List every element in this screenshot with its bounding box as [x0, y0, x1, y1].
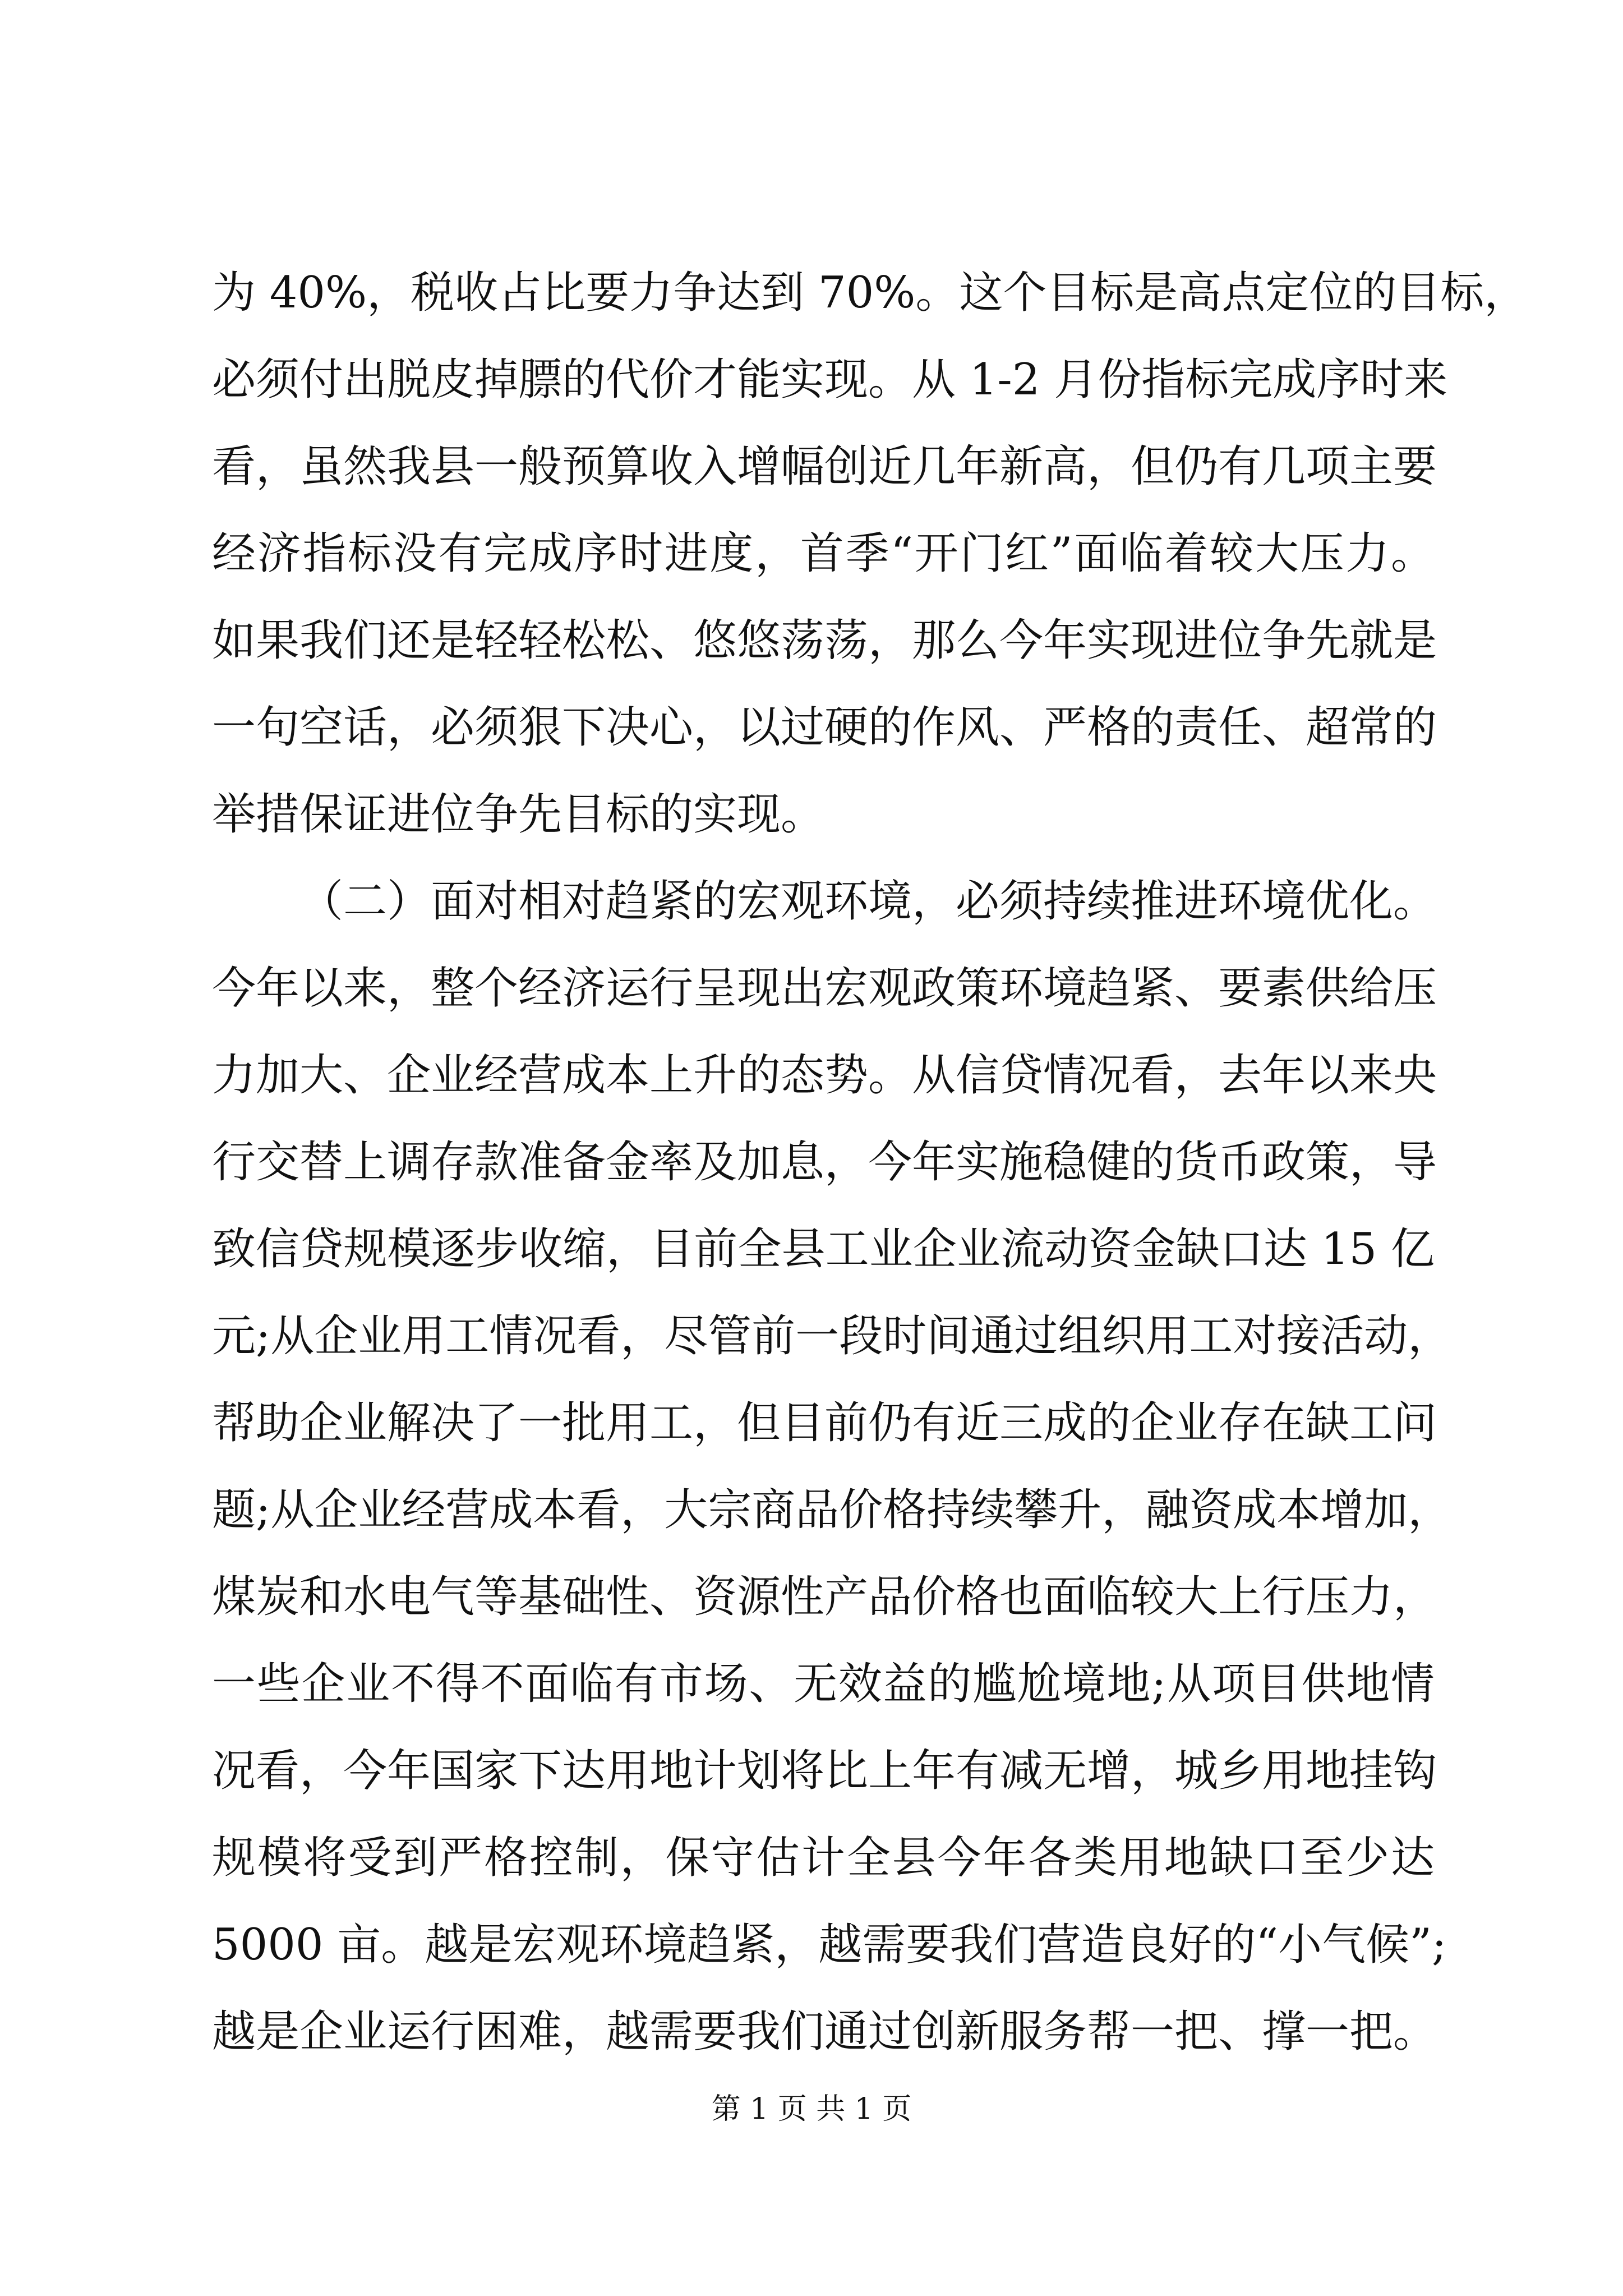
text-line: 如果我们还是轻轻松松、悠悠荡荡，那么今年实现进位争先就是 — [212, 615, 1437, 666]
text-line: 题;从企业经营成本看，大宗商品价格持续攀升，融资成本增加， — [212, 1485, 1452, 1535]
text-line: 为 40%，税收占比要力争达到 70%。这个目标是高点定位的目标， — [212, 268, 1528, 318]
text-line: 经济指标没有完成序时进度，首季“开门红”面临着较大压力。 — [212, 528, 1435, 579]
body-text — [212, 250, 1528, 2076]
page-footer: 第 1 页 共 1 页 — [711, 2092, 912, 2126]
text-line: 越是企业运行困难，越需要我们通过创新服务帮一把、撑一把。 — [212, 2007, 1437, 2057]
text-line: 今年以来，整个经济运行呈现出宏观政策环境趋紧、要素供给压 — [212, 963, 1437, 1014]
text-line: 元;从企业用工情况看，尽管前一段时间通过组织用工对接活动， — [212, 1311, 1452, 1361]
text-line: 一句空话，必须狠下决心，以过硬的作风、严格的责任、超常的 — [212, 702, 1437, 753]
text-line: 行交替上调存款准备金率及加息，今年实施稳健的货币政策，导 — [212, 1137, 1437, 1188]
text-line: 规模将受到严格控制，保守估计全县今年各类用地缺口至少达 — [212, 1833, 1435, 1883]
text-line: 帮助企业解决了一批用工，但目前仍有近三成的企业存在缺工问 — [212, 1398, 1437, 1448]
text-line: 煤炭和水电气等基础性、资源性产品价格也面临较大上行压力， — [212, 1572, 1437, 1622]
section-heading: （二）面对相对趋紧的宏观环境，必须持续推进环境优化。 — [299, 876, 1437, 927]
text-line: 必须付出脱皮掉膘的代价才能实现。从 1-2 月份指标完成序时来 — [212, 355, 1448, 405]
text-line: 5000 亩。越是宏观环境趋紧，越需要我们营造良好的“小气候”; — [212, 1920, 1447, 1970]
text-line: 况看，今年国家下达用地计划将比上年有减无增，城乡用地挂钩 — [212, 1746, 1437, 1796]
text-line: 一些企业不得不面临有市场、无效益的尴尬境地;从项目供地情 — [212, 1659, 1435, 1709]
text-line: 看，虽然我县一般预算收入增幅创近几年新高，但仍有几项主要 — [212, 441, 1437, 492]
text-line: 力加大、企业经营成本上升的态势。从信贷情况看，去年以来央 — [212, 1050, 1437, 1101]
text-line: 致信贷规模逐步收缩，目前全县工业企业流动资金缺口达 15 亿 — [212, 1224, 1435, 1274]
text-line: 举措保证进位争先目标的实现。 — [212, 789, 825, 840]
